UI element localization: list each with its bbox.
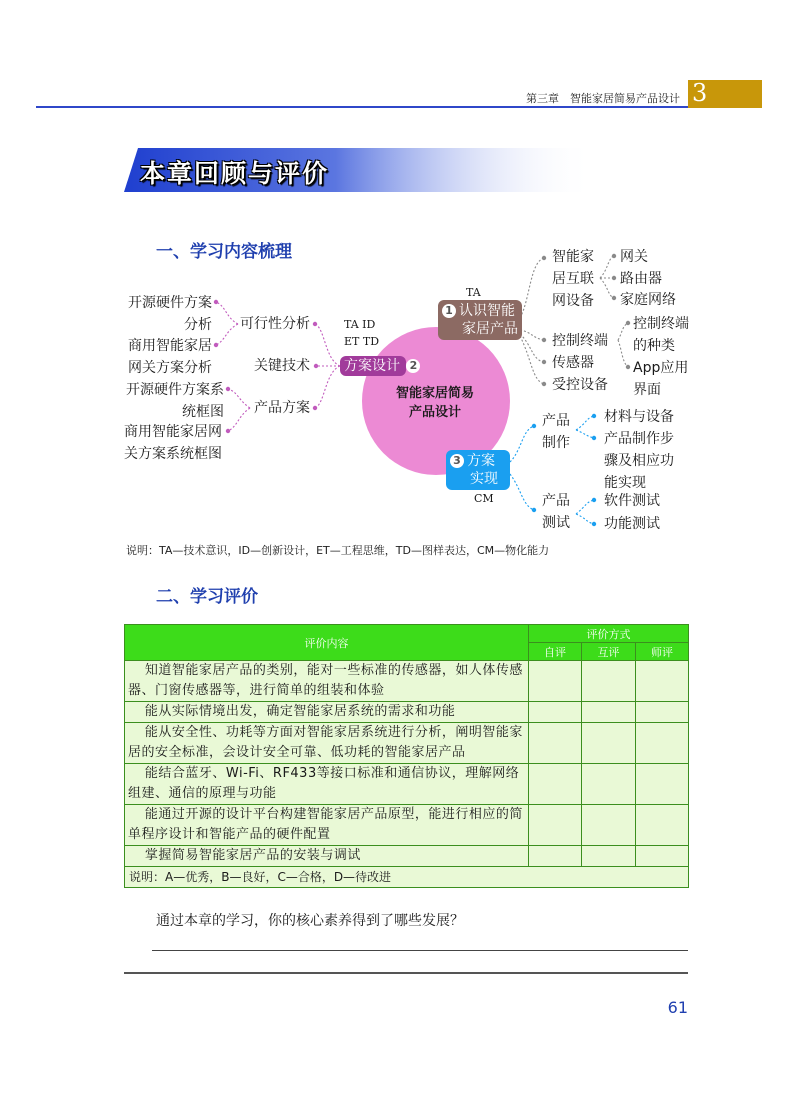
criterion-text: 能通过开源的设计平台构建智能家居产品原型，能进行相应的简单程序设计和智能产品的硬件配置 — [125, 805, 529, 846]
table-row — [125, 723, 689, 764]
table-header-teacher: 师评 — [636, 643, 689, 661]
b1-item-sensor: 传感器 — [552, 355, 594, 371]
table-header-self: 自评 — [529, 643, 582, 661]
section-title-2: 二、学习评价 — [156, 587, 258, 607]
b3-make-child-steps: 产品制作步 骤及相应功 能实现 — [604, 431, 674, 491]
b3-test-child-function: 功能测试 — [604, 516, 660, 532]
page-number: 61 — [667, 998, 688, 1017]
b1-net-child-gateway: 网关 — [620, 249, 648, 265]
table-note: 说明：A—优秀，B—良好，C—合格，D—待改进 — [125, 867, 689, 888]
answer-line[interactable] — [152, 950, 688, 951]
b2-feas-child-open: 开源硬件方案 分析 — [128, 295, 212, 333]
b1-term-child-types: 控制终端 的种类 — [633, 316, 689, 354]
chapter-number: 3 — [692, 79, 708, 107]
b2-plan-child-commercial: 商用智能家居网 关方案系统框图 — [124, 424, 222, 462]
branch2-badge: 方案设计 2 — [340, 356, 406, 376]
self-eval-cell[interactable] — [529, 846, 582, 867]
b2-item-feasibility: 可行性分析 — [240, 316, 310, 332]
b3-make-child-materials: 材料与设备 — [604, 409, 674, 425]
peer-eval-cell[interactable] — [582, 805, 636, 846]
reflection-question: 通过本章的学习，你的核心素养得到了哪些发展？ — [156, 913, 464, 929]
criterion-text: 能从安全性、功耗等方面对智能家居系统进行分析，阐明智能家居的安全标准，会设计安全可靠、低功耗的智能家居产品 — [125, 723, 529, 764]
b2-feas-child-commercial: 商用智能家居 网关方案分析 — [128, 338, 212, 376]
branch3-badge: 3 方案 实现 — [446, 450, 510, 490]
branch2-number: 2 — [406, 359, 420, 373]
peer-eval-cell[interactable] — [582, 846, 636, 867]
teacher-eval-cell[interactable] — [636, 805, 689, 846]
table-header-method: 评价方式 — [529, 625, 689, 643]
peer-eval-cell[interactable] — [582, 764, 636, 805]
table-row — [125, 805, 689, 846]
self-eval-cell[interactable] — [529, 723, 582, 764]
b2-plan-child-open: 开源硬件方案系 统框图 — [126, 382, 224, 420]
b3-test-child-software: 软件测试 — [604, 493, 660, 509]
legend-note: 说明：TA—技术意识，ID—创新设计，ET—工程思维，TD—图样表达，CM—物化能力 — [126, 544, 550, 557]
teacher-eval-cell[interactable] — [636, 661, 689, 702]
b2-item-key-tech: 关键技术 — [254, 358, 310, 374]
table-row — [125, 764, 689, 805]
section-title-1: 一、学习内容梳理 — [156, 242, 292, 262]
criterion-text: 知道智能家居产品的类别，能对一些标准的传感器，如人体传感器、门窗传感器等，进行简单的组装和体验 — [125, 661, 529, 702]
branch3-number: 3 — [450, 454, 464, 468]
branch1-tag: TA — [466, 286, 481, 299]
criterion-text: 能结合蓝牙、Wi-Fi、RF433等接口标准和通信协议，理解网络组建、通信的原理与功能 — [125, 764, 529, 805]
b1-net-child-router: 路由器 — [620, 271, 662, 287]
running-header: 第三章 智能家居简易产品设计 — [526, 92, 680, 105]
teacher-eval-cell[interactable] — [636, 723, 689, 764]
table-row — [125, 702, 689, 723]
b1-item-network: 智能家 居互联 网设备 — [552, 249, 594, 309]
criterion-text: 能从实际情境出发，确定智能家居系统的需求和功能 — [125, 702, 529, 723]
branch1-number: 1 — [442, 304, 456, 318]
b1-item-controlled: 受控设备 — [552, 377, 608, 393]
mindmap-hub: 智能家居简易 产品设计 — [395, 386, 474, 420]
peer-eval-cell[interactable] — [582, 702, 636, 723]
branch2-tag-2: ET TD — [344, 335, 380, 348]
footer-rule — [124, 972, 688, 974]
table-row — [125, 661, 689, 702]
banner-title: 本章回顾与评价 — [140, 159, 330, 188]
teacher-eval-cell[interactable] — [636, 702, 689, 723]
self-eval-cell[interactable] — [529, 702, 582, 723]
branch1-badge: 1 认识智能 家居产品 — [438, 300, 522, 340]
branch3-tag: CM — [474, 492, 494, 505]
b3-item-make: 产品 制作 — [542, 413, 570, 451]
evaluation-table — [124, 624, 689, 888]
table-row — [125, 846, 689, 867]
criterion-text: 掌握简易智能家居产品的安装与调试 — [125, 846, 529, 867]
b1-item-terminal: 控制终端 — [552, 333, 608, 349]
b1-net-child-home: 家庭网络 — [620, 292, 676, 308]
peer-eval-cell[interactable] — [582, 723, 636, 764]
branch2-tag-1: TA ID — [344, 318, 376, 331]
self-eval-cell[interactable] — [529, 661, 582, 702]
b2-item-plan: 产品方案 — [254, 400, 310, 416]
teacher-eval-cell[interactable] — [636, 846, 689, 867]
b3-item-test: 产品 测试 — [542, 493, 570, 531]
b1-term-child-app: App应用 界面 — [633, 360, 689, 398]
table-header-peer: 互评 — [582, 643, 636, 661]
peer-eval-cell[interactable] — [582, 661, 636, 702]
self-eval-cell[interactable] — [529, 764, 582, 805]
teacher-eval-cell[interactable] — [636, 764, 689, 805]
table-header-content: 评价内容 — [125, 625, 529, 661]
self-eval-cell[interactable] — [529, 805, 582, 846]
